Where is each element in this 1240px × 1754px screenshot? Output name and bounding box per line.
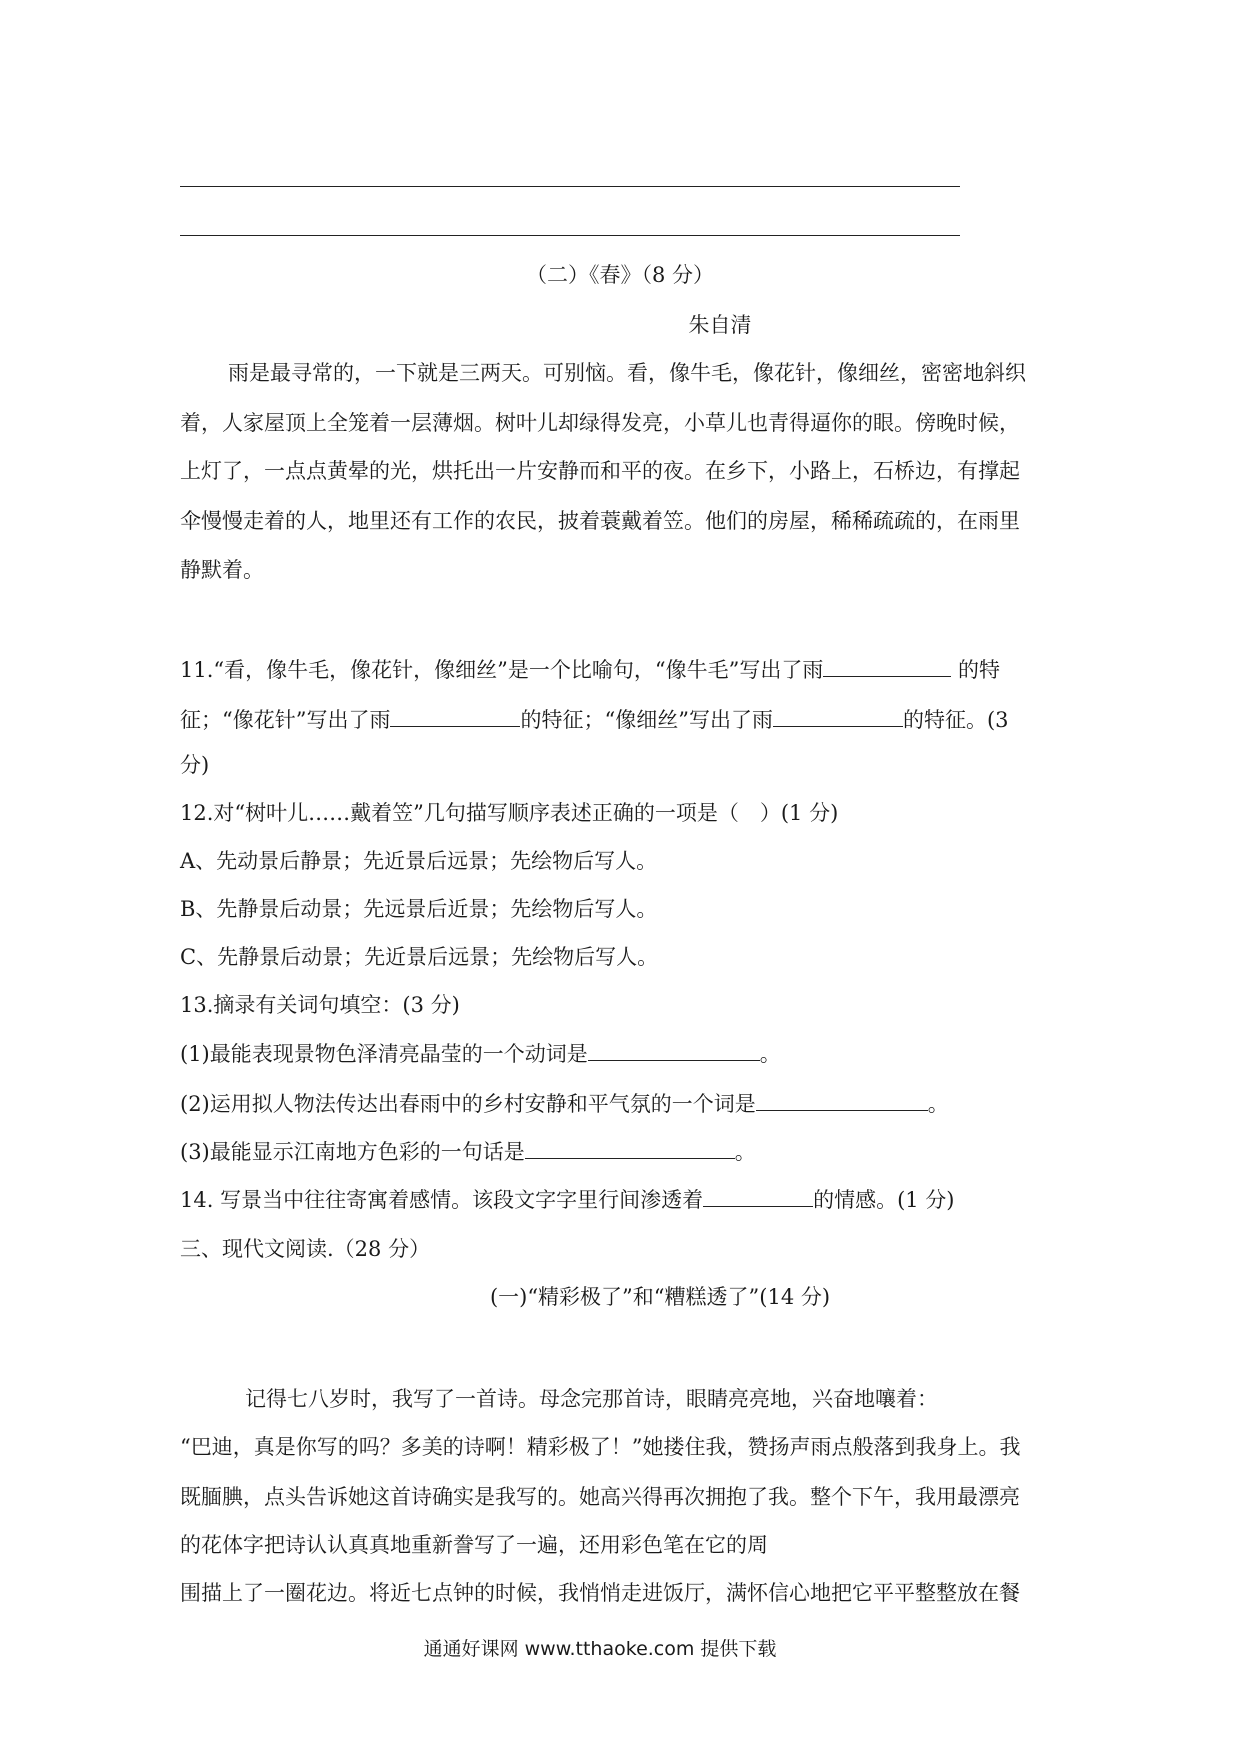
footer-credit: 通通好课网 www.tthaoke.com 提供下载 bbox=[423, 1638, 777, 1660]
q11-text: 征；“像花针”写出了雨 bbox=[180, 708, 391, 732]
question-12-option-b: B、先静景后动景；先远景后近景；先绘物后写人。 bbox=[180, 897, 658, 921]
passage-line: 雨是最寻常的，一下就是三两天。可别恼。看，像牛毛，像花针，像细丝，密密地斜织 bbox=[228, 361, 1026, 385]
q13-blank-3[interactable] bbox=[525, 1138, 735, 1159]
q11-blank-3[interactable] bbox=[773, 706, 903, 727]
question-13-stem: 13.摘录有关词句填空：(3 分) bbox=[180, 993, 460, 1017]
question-13-item-3 bbox=[180, 1138, 1070, 1165]
author: 朱自清 bbox=[688, 313, 752, 337]
q13-blank-1[interactable] bbox=[588, 1040, 760, 1061]
question-14 bbox=[180, 1186, 1070, 1213]
answer-line-1 bbox=[180, 186, 960, 187]
question-13-item-1 bbox=[180, 1040, 1070, 1067]
essay-line: 的花体字把诗认认真真地重新誊写了一遍，还用彩色笔在它的周 bbox=[180, 1533, 768, 1557]
essay-line: “巴迪，真是你写的吗？多美的诗啊！精彩极了！”她搂住我，赞扬声雨点般落到我身上。我 bbox=[180, 1435, 1021, 1459]
section2-title: （二）《春》（8 分） bbox=[525, 263, 715, 287]
question-11-line-2 bbox=[180, 706, 1070, 733]
essay-line: 既腼腆，点头告诉她这首诗确实是我写的。她高兴得再次拥抱了我。整个下午，我用最漂亮 bbox=[180, 1485, 1020, 1509]
q11-blank-2[interactable] bbox=[390, 706, 520, 727]
q13-item-text: (1)最能表现景物色泽清亮晶莹的一个动词是 bbox=[180, 1042, 588, 1066]
question-11-line-3: 分) bbox=[180, 753, 210, 777]
passage-line: 着，人家屋顶上全笼着一层薄烟。树叶儿却绿得发亮，小草儿也青得逼你的眼。傍晚时候， bbox=[180, 411, 1020, 435]
question-12-stem: 12.对“树叶儿……戴着笠”几句描写顺序表述正确的一项是（ ）(1 分) bbox=[180, 801, 839, 825]
passage-line: 上灯了，一点点黄晕的光，烘托出一片安静而和平的夜。在乡下，小路上，石桥边，有撑起 bbox=[180, 459, 1020, 483]
q11-text: 11.“看，像牛毛，像花针，像细丝”是一个比喻句，“像牛毛”写出了雨 bbox=[180, 658, 824, 682]
q11-text: 的特征；“像细丝”写出了雨 bbox=[520, 708, 773, 732]
subsection1-title: (一)“精彩极了”和“糟糕透了”(14 分) bbox=[489, 1285, 831, 1309]
question-12-option-c: C、先静景后动景；先近景后远景；先绘物后写人。 bbox=[180, 945, 659, 969]
q14-text: 14. 写景当中往往寄寓着感情。该段文字字里行间渗透着 bbox=[180, 1188, 704, 1212]
section3-title: 三、现代文阅读.（28 分） bbox=[180, 1237, 431, 1261]
q14-blank[interactable] bbox=[703, 1186, 813, 1207]
question-12-option-a: A、先动景后静景；先近景后远景；先绘物后写人。 bbox=[180, 849, 658, 873]
q13-end-mark: 。 bbox=[759, 1042, 781, 1066]
essay-line: 记得七八岁时，我写了一首诗。母念完那首诗，眼睛亮亮地，兴奋地嚷着： bbox=[245, 1387, 938, 1411]
passage-line: 伞慢慢走着的人，地里还有工作的农民，披着蓑戴着笠。他们的房屋，稀稀疏疏的，在雨里 bbox=[180, 509, 1020, 533]
essay-line: 围描上了一圈花边。将近七点钟的时候，我悄悄走进饭厅，满怀信心地把它平平整整放在餐 bbox=[180, 1581, 1020, 1605]
q11-blank-1[interactable] bbox=[823, 656, 951, 677]
question-13-item-2 bbox=[180, 1090, 1070, 1117]
q11-text: 的特征。(3 bbox=[902, 708, 1009, 732]
q13-item-text: (3)最能显示江南地方色彩的一句话是 bbox=[180, 1140, 525, 1164]
q13-end-mark: 。 bbox=[734, 1140, 756, 1164]
answer-line-2 bbox=[180, 235, 960, 236]
q13-item-text: (2)运用拟人物法传达出春雨中的乡村安静和平气氛的一个词是 bbox=[180, 1092, 756, 1116]
q11-text: 的特 bbox=[951, 658, 1001, 682]
q13-end-mark: 。 bbox=[927, 1092, 949, 1116]
q13-blank-2[interactable] bbox=[756, 1090, 928, 1111]
question-11-line-1 bbox=[180, 656, 1070, 683]
passage-line: 静默着。 bbox=[180, 558, 264, 582]
q14-text: 的情感。(1 分) bbox=[813, 1188, 955, 1212]
